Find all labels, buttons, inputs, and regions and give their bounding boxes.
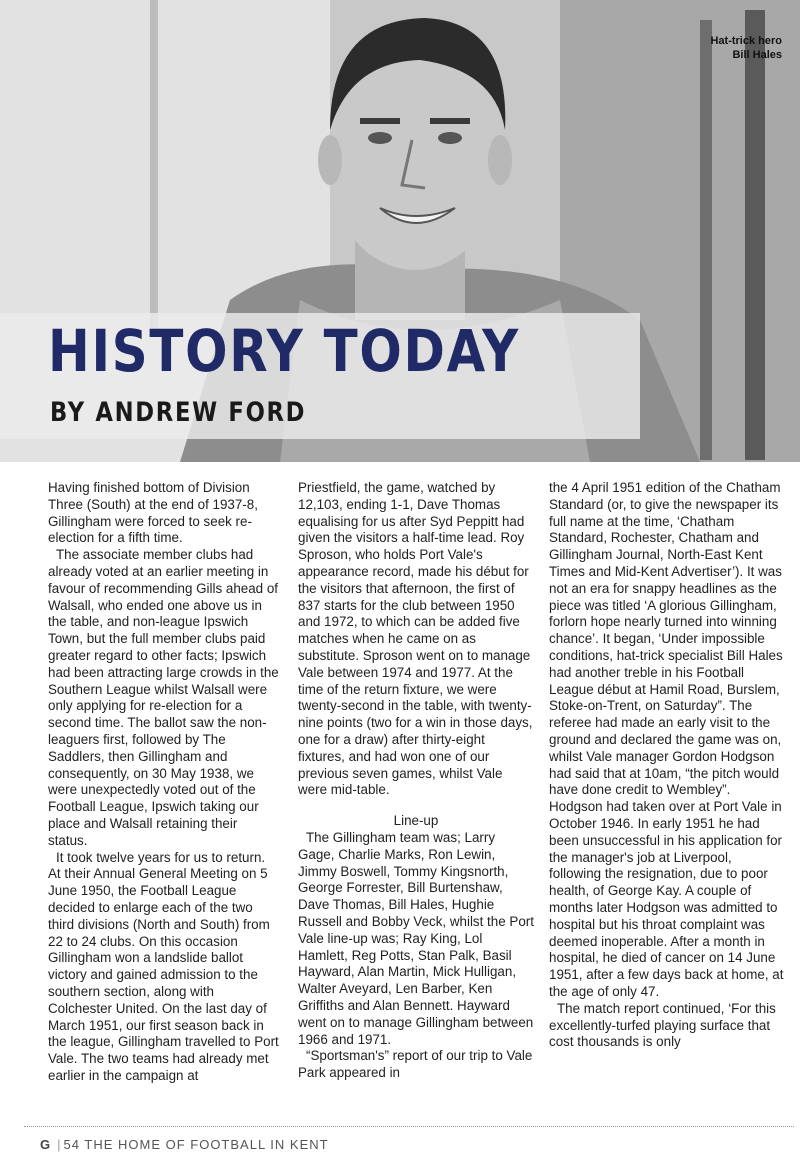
- photo-caption: [710, 34, 782, 62]
- paragraph: The match report continued, ‘For this excellently-turfed playing surface that cost thousands is only: [549, 1000, 776, 1050]
- club-logo: G: [40, 1137, 52, 1152]
- footer-divider: [24, 1126, 794, 1127]
- paragraph: the 4 April 1951 edition of the Chatham Standard (or, to give the newspaper its full name at the time, ‘Chatham Standard, Rochester, Chatham and Gillingham Journal, North-East Kent Times and Mid-Kent Advertiser’). It was not an era for snappy headlines as the piece was titled ‘A glorious Gillingham, forlorn hope nearly turned into winning chance’. It began, ‘Under impossible conditions, hat-trick specialist Bill Hales had another treble in his Football League début at Hamil Road, Burslem, Stoke-on-Trent, on Saturday”. The referee had made an early visit to the ground and declared the game was on, whilst Vale manager Gordon Hodgson had said that at 10am, “the pitch would have done credit to Wembley”. Hodgson had taken over at Port Vale in October 1946. In early 1951 he had been unsuccessful in his application for the manager's job at Liverpool, following the resignation, due to poor health, of George Kay. A couple of months later Hodgson was admitted to hospital but his throat complaint was deemed inoperable. After a month in hospital, he died of cancer on 14 June 1951, after a few days back at home, at the age of only 47.: [549, 480, 784, 999]
- caption-line-2: Bill Hales: [732, 49, 782, 61]
- paragraph: The Gillingham team was; Larry Gage, Charlie Marks, Ron Lewin, Jimmy Boswell, Tommy Kingsnorth, George Forrester, Bill Burtenshaw, Dave Thomas, Bill Hales, Hughie Russell and Bobby Veck, whilst the Port Vale line-up was; Ray King, Lol Hamlett, Reg Potts, Stan Palk, Basil Hayward, Alan Martin, Mick Hulligan, Walter Aveyard, Len Barber, Ken Griffiths and Alan Bennett. Hayward went on to manage Gillingham between 1966 and 1971.: [298, 829, 534, 1047]
- paragraph: It took twelve years for us to return. At their Annual General Meeting on 5 June 1950, the Football League decided to enlarge each of the two third divisions (North and South) from 22 to 24 clubs. On this occasion Gillingham won a landslide ballot victory and gained admission to the southern section, along with Colchester United. On the last day of March 1951, our first season back in the league, Gillingham travelled to Port Vale. The two teams had already met earlier in the campaign at: [48, 849, 279, 1083]
- article-column-1: [48, 480, 280, 1110]
- article-column-3: [549, 480, 785, 1110]
- byline: BY ANDREW FORD: [50, 397, 307, 428]
- subheading-line-up: Line-up: [393, 813, 439, 829]
- paragraph: The associate member clubs had already voted at an earlier meeting in favour of recommending Gills ahead of Walsall, who ended one above us in the table, and non-league Ipswich Town, but the full member clubs paid greater regard to other facts; Ipswich had been attracting large crowds in the Southern League whilst Walsall were only applying for re-election for a second time. The ballot saw the non-leaguers first, followed by The Saddlers, then Gillingham and consequently, on 30 May 1938, we were unexpectedly voted out of the Football League, Ipswich taking our place and Walsall retaining their status.: [48, 547, 279, 848]
- footer-separator: |: [57, 1137, 62, 1152]
- paragraph: “Sportsman's” report of our trip to Vale Park appeared in: [298, 1048, 533, 1081]
- page-footer: [40, 1137, 329, 1152]
- article-column-2: [298, 480, 534, 1110]
- caption-line-1: Hat-trick hero: [710, 35, 782, 47]
- page-title: HISTORY TODAY: [48, 317, 520, 385]
- paragraph: Having finished bottom of Division Three (South) at the end of 1937-8, Gillingham were forced to seek re-election for a fifth time.: [48, 480, 258, 546]
- footer-text: THE HOME OF FOOTBALL IN KENT: [84, 1137, 329, 1152]
- paragraph: Priestfield, the game, watched by 12,103, ending 1-1, Dave Thomas equalising for us after Syd Peppitt had given the visitors a half-time lead. Roy Sproson, who holds Port Vale's appearance record, made his début for the visitors that afternoon, the first of 837 starts for the club between 1950 and 1972, to which can be added five matches when he came on as substitute. Sproson went on to manage Vale between 1974 and 1977. At the time of the return fixture, we were twenty-second in the table, with twenty-nine points (two for a win in those days, one for a draw) after thirty-eight fixtures, and had won one of our previous seven games, whilst Vale were mid-table.: [298, 480, 533, 798]
- page-number: 54: [63, 1137, 80, 1152]
